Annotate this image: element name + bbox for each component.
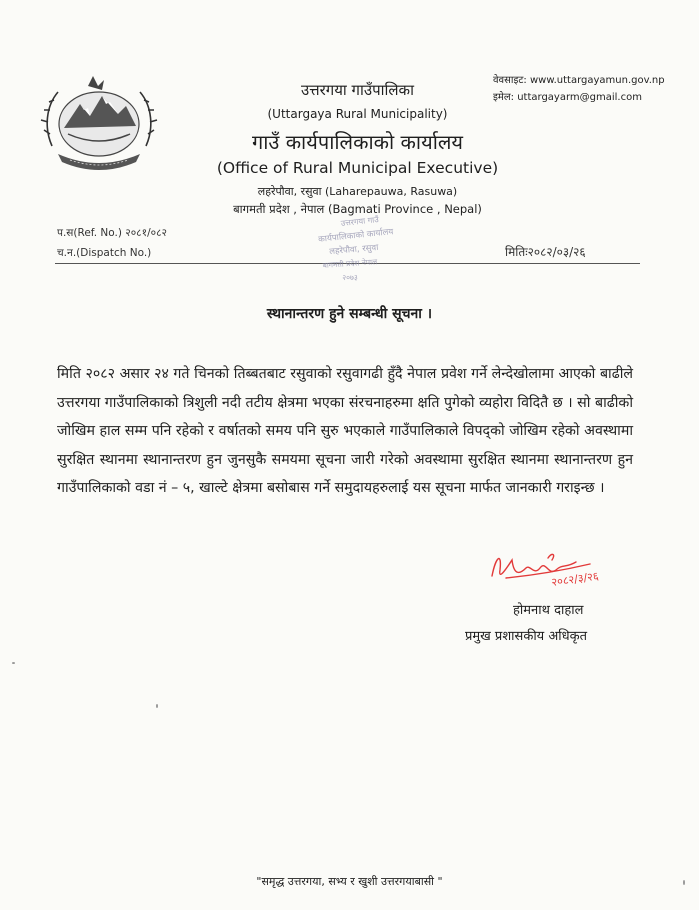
stamp-line-3: लहरेपौवा, रसुवा [328,242,379,258]
email-text: इमेल: uttargayarm@gmail.com [493,92,642,103]
office-stamp [298,210,410,288]
dispatch-number: च.न.(Dispatch No.) [57,247,152,259]
signatory-title: प्रमुख प्रशासकीय अधिकृत [465,629,588,644]
government-emblem-logo [40,68,158,176]
footer-slogan: "समृद्ध उत्तरगया, सभ्य र खुशी उत्तरगयाबासी " [256,875,443,888]
scan-speck [156,704,158,708]
municipality-name-english: (Uttargaya Rural Municipality) [267,107,448,121]
letter-date: मितिः२०८२/०३/२६ [505,245,586,259]
municipality-name-nepali: उत्तरगया गाउँपालिका [301,81,414,99]
office-province: बागमती प्रदेश , नेपाल (Bagmati Province , Nepal) [233,202,482,216]
scan-speck [683,880,685,885]
signatory-name: होमनाथ दाहाल [513,603,584,618]
office-name-nepali: गाउँ कार्यपालिकाको कार्यालय [251,130,464,154]
stamp-line-4: बागमती प्रदेश नेपाल [322,257,378,270]
stamp-line-5: २०७३ [342,273,358,282]
signature-date: २०८२/३/२६ [550,569,600,589]
scan-speck [12,662,15,664]
reference-number: प.स(Ref. No.) २०८१/०८२ [57,227,168,239]
office-name-english: (Office of Rural Municipal Executive) [216,159,499,177]
handwritten-signature [486,546,616,596]
stamp-line-2: कार्यपालिकाको कार्यालय [317,227,394,245]
website-text: वेवसाइट: www.uttargayamun.gov.np [493,75,665,86]
notice-body: मिति २०८२ असार २४ गते चिनको तिब्बतबाट रसुवाको रसुवागढी हुँदै नेपाल प्रवेश गर्ने लेन्देखोलामा आएको बाढीले उत्तरगया गाउँपालिकाको त्रिशुली नदी तटीय क्षेत्रमा भएका संरचनाहरुमा क्षति पुगेको व्यहोरा विदितै छ । सो बाढीको जोखिम हाल सम्म पनि रहेको र वर्षातको समय पनि सुरु भएकाले गाउँपालिकाले विपद्को जोखिम रहेको अवस्थामा सुरक्षित स्थानमा स्थानान्तरण हुन जुनसुकै समयमा सूचना जारी गरेको अवस्थामा सुरक्षित स्थानमा स्थानान्तरण हुन गाउँपालिकाको वडा नं – ५, खाल्टे क्षेत्रमा बसोबास गर्ने समुदायहरुलाई यस सूचना मार्फत जानकारी गराइन्छ । [57,366,633,497]
office-address: लहरेपौवा, रसुवा (Laharepauwa, Rasuwa) [257,185,458,198]
stamp-line-1: उत्तरगया गाउँ [340,215,380,228]
notice-subject: स्थानान्तरण हुने सम्बन्धी सूचना । [266,306,433,322]
